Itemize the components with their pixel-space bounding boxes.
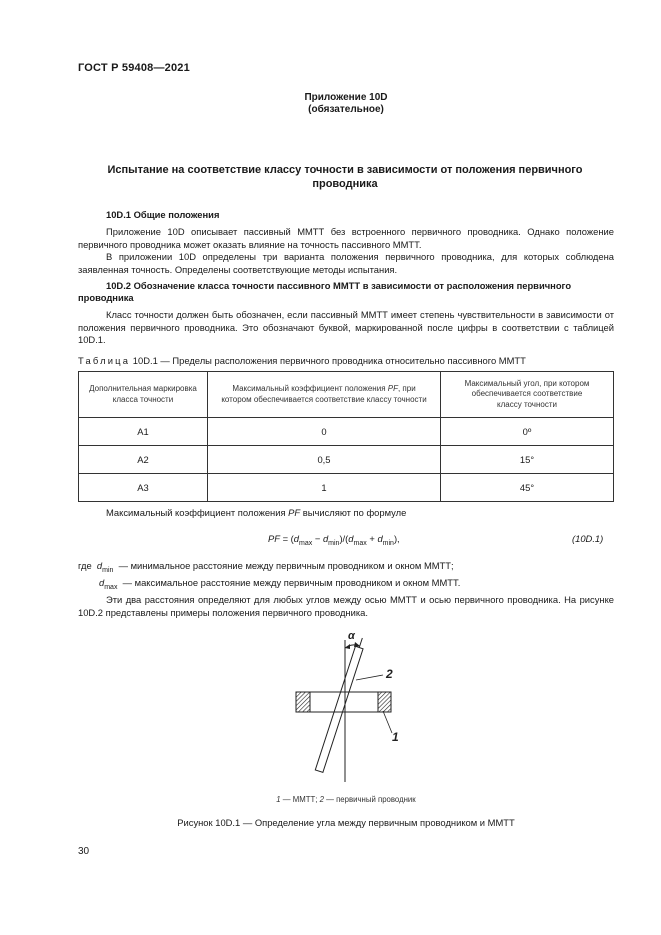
formula: PF = $(d_{max} - d_{min})/(d_{max} + d_{min})$, xyxy=(268,533,400,547)
table-caption-word: Таблица xyxy=(78,355,131,366)
leader-line-2 xyxy=(356,675,383,680)
label-2: 2 xyxy=(386,667,393,681)
column-header-pf: Максимальный коэффициент положения PF, при котором обеспечивается соответствие классу точности xyxy=(208,372,441,418)
label-1: 1 xyxy=(392,730,399,744)
alpha-label: α xyxy=(348,630,355,642)
cell-angle: 45° xyxy=(441,474,614,502)
arrowhead xyxy=(354,642,360,647)
cell-angle: 0º xyxy=(441,418,614,446)
table-row xyxy=(79,446,614,474)
cell-angle: 15° xyxy=(441,446,614,474)
paragraph xyxy=(78,251,614,276)
cell-marking: А1 xyxy=(79,418,208,446)
table-row xyxy=(79,474,614,502)
figure-title: Рисунок 10D.1 — Определение угла между первичным проводником и ММТТ xyxy=(177,817,515,828)
table-caption-text: 10D.1 — Пределы расположения первичного проводника относительно пассивного ММТТ xyxy=(130,355,526,366)
annex-title: Приложение 10D xyxy=(304,92,388,103)
column-header-angle: Максимальный угол, при котором обеспечивается соответствие классу точности xyxy=(441,372,614,418)
variable-dmin: где $d_{min}$ — минимальное расстояние между первичным проводником и окном ММТТ; xyxy=(78,560,454,574)
accuracy-limits-table xyxy=(78,371,614,502)
formula-intro: Максимальный коэффициент положения PF вычисляют по формуле xyxy=(106,507,407,518)
primary-conductor xyxy=(315,637,366,773)
paragraph xyxy=(78,594,614,619)
table-caption xyxy=(78,355,526,366)
conductor-angle-figure xyxy=(280,628,420,788)
cell-pf: 0 xyxy=(208,418,441,446)
paragraph xyxy=(78,226,614,251)
column-header-marking: Дополнительная маркировка класса точности xyxy=(79,372,208,418)
table-row xyxy=(79,418,614,446)
document-title: Испытание на соответствие классу точности в зависимости от положения первичного проводника xyxy=(107,164,583,190)
leader-line-1 xyxy=(383,711,392,733)
cell-marking: А2 xyxy=(79,446,208,474)
page-number: 30 xyxy=(78,846,90,857)
section-heading-10d1: 10D.1 Общие положения xyxy=(106,209,220,220)
formula-number: (10D.1) xyxy=(572,533,604,544)
paragraph xyxy=(78,309,614,347)
variable-dmax: $d_{max}$ — максимальное расстояние между первичным проводником и окном ММТТ. xyxy=(99,577,461,591)
cell-pf: 1 xyxy=(208,474,441,502)
annex-subtitle: (обязательное) xyxy=(308,104,384,115)
paragraph-text: Класс точности должен быть обозначен, если пассивный ММТТ имеет степень чувствительности в зависимости от положения первичного проводника. Это обозначают буквой, маркированной после цифры в соответствии с таблицей 10D.1. xyxy=(78,309,614,345)
arrowhead xyxy=(345,644,350,649)
paragraph-text: Эти два расстояния определяют для любых углов между осью ММТТ и осью первичного проводника. На рисунке 10D.2 представлены примеры положения первичного проводника. xyxy=(78,594,614,618)
table-header-row xyxy=(79,372,614,418)
figure-legend: 1 — ММТТ; 2 — первичный проводник xyxy=(276,795,416,804)
standard-code: ГОСТ Р 59408—2021 xyxy=(78,62,190,74)
paragraph-text: В приложении 10D определены три варианта положения первичного проводника, для которых соблюдена заявленная точность. Определены соответствующие методы испытания. xyxy=(78,251,614,275)
cell-marking: А3 xyxy=(79,474,208,502)
paragraph-text: Приложение 10D описывает пассивный ММТТ без встроенного первичного проводника. Однако положение первичного проводника может оказать влияние на точность пассивного ММТТ. xyxy=(78,226,614,250)
section-heading-10d2: 10D.2 Обозначение класса точности пассивного ММТТ в зависимости от расположения первичного проводника xyxy=(78,280,572,303)
cell-pf: 0,5 xyxy=(208,446,441,474)
